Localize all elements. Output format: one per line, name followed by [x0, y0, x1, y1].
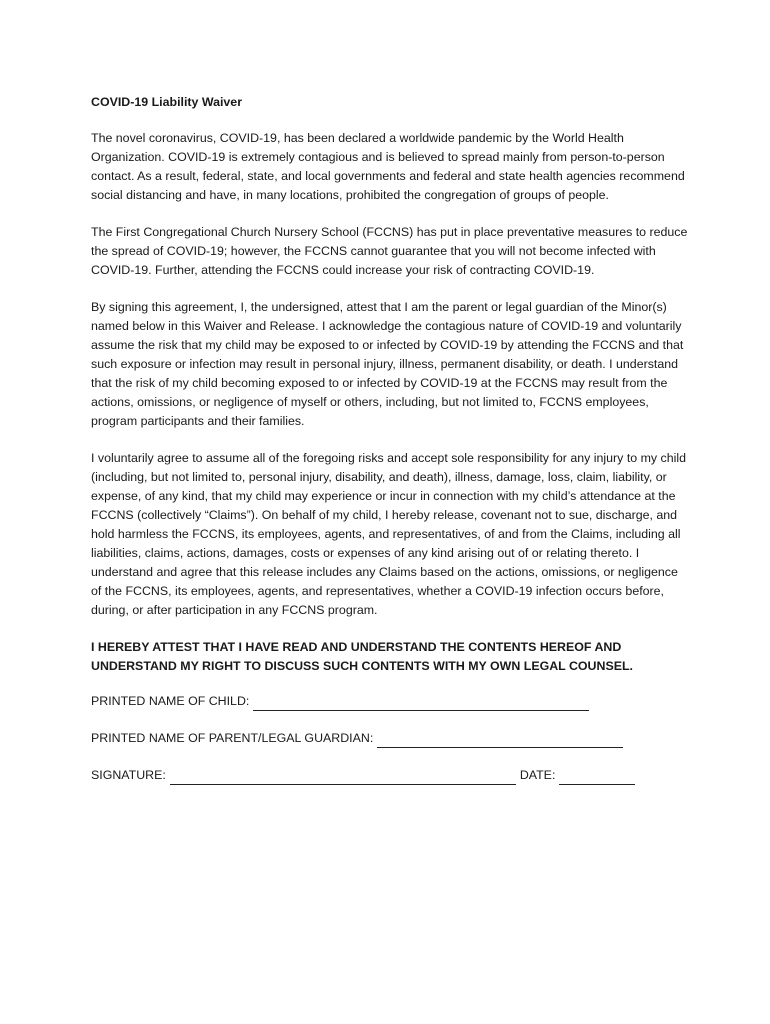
- signature-row: [91, 766, 691, 785]
- signature-line[interactable]: [170, 770, 516, 785]
- child-name-label: PRINTED NAME OF CHILD:: [91, 694, 250, 708]
- parent-name-row: [91, 729, 691, 748]
- waiver-document: [91, 93, 691, 803]
- document-title: COVID-19 Liability Waiver: [91, 95, 243, 109]
- date-label: DATE:: [519, 768, 556, 782]
- parent-name-label: PRINTED NAME OF PARENT/LEGAL GUARDIAN:: [91, 731, 374, 745]
- parent-name-line[interactable]: [377, 733, 623, 748]
- paragraph-pandemic: The novel coronavirus, COVID-19, has been declared a worldwide pandemic by the World Health Organization. COVID-19 is extremely contagious and is believed to spread mainly from person-to-person contact. As a result, federal, state, and local governments and federal and state health agencies recommend social distancing and have, in many locations, prohibited the congregation of groups of people.: [91, 131, 685, 202]
- paragraph-agreement: By signing this agreement, I, the undersigned, attest that I am the parent or legal guardian of the Minor(s) named below in this Waiver and Release. I acknowledge the contagious nature of COVID-19 and voluntarily assume the risk that my child may be exposed to or infected by COVID-19 by attending the FCCNS and that such exposure or infection may result in personal injury, illness, permanent disability, or death. I understand that the risk of my child becoming exposed to or infected by COVID-19 at the FCCNS may result from the actions, omissions, or negligence of myself or others, including, but not limited to, FCCNS employees, program participants and their families.: [91, 300, 684, 428]
- paragraph-release: I voluntarily agree to assume all of the foregoing risks and accept sole responsibility for any injury to my child (including, but not limited to, personal injury, disability, and death), illness, damage, loss, claim, liability, or expense, of any kind, that my child may experience or incur in connection with my child’s attendance at the FCCNS (collectively “Claims”). On behalf of my child, I hereby release, covenant not to sue, discharge, and hold harmless the FCCNS, its employees, agents, and representatives, of and from the Claims, including all liabilities, claims, actions, damages, costs or expenses of any kind arising out of or relating thereto. I understand and agree that this release includes any Claims based on the actions, omissions, or negligence of the FCCNS, its employees, agents, and representatives, whether a COVID-19 infection occurs before, during, or after participation in any FCCNS program.: [91, 451, 687, 617]
- child-name-row: [91, 692, 691, 711]
- child-name-line[interactable]: [253, 696, 589, 711]
- paragraph-fccns-measures: The First Congregational Church Nursery School (FCCNS) has put in place preventative measures to reduce the spread of COVID-19; however, the FCCNS cannot guarantee that you will not become infected with COVID-19. Further, attending the FCCNS could increase your risk of contracting COVID-19.: [91, 225, 688, 277]
- signature-label: SIGNATURE:: [91, 768, 166, 782]
- attestation-statement: I HEREBY ATTEST THAT I HAVE READ AND UNDERSTAND THE CONTENTS HEREOF AND UNDERSTAND MY RIGHT TO DISCUSS SUCH CONTENTS WITH MY OWN LEGAL COUNSEL.: [91, 640, 633, 673]
- date-line[interactable]: [559, 770, 635, 785]
